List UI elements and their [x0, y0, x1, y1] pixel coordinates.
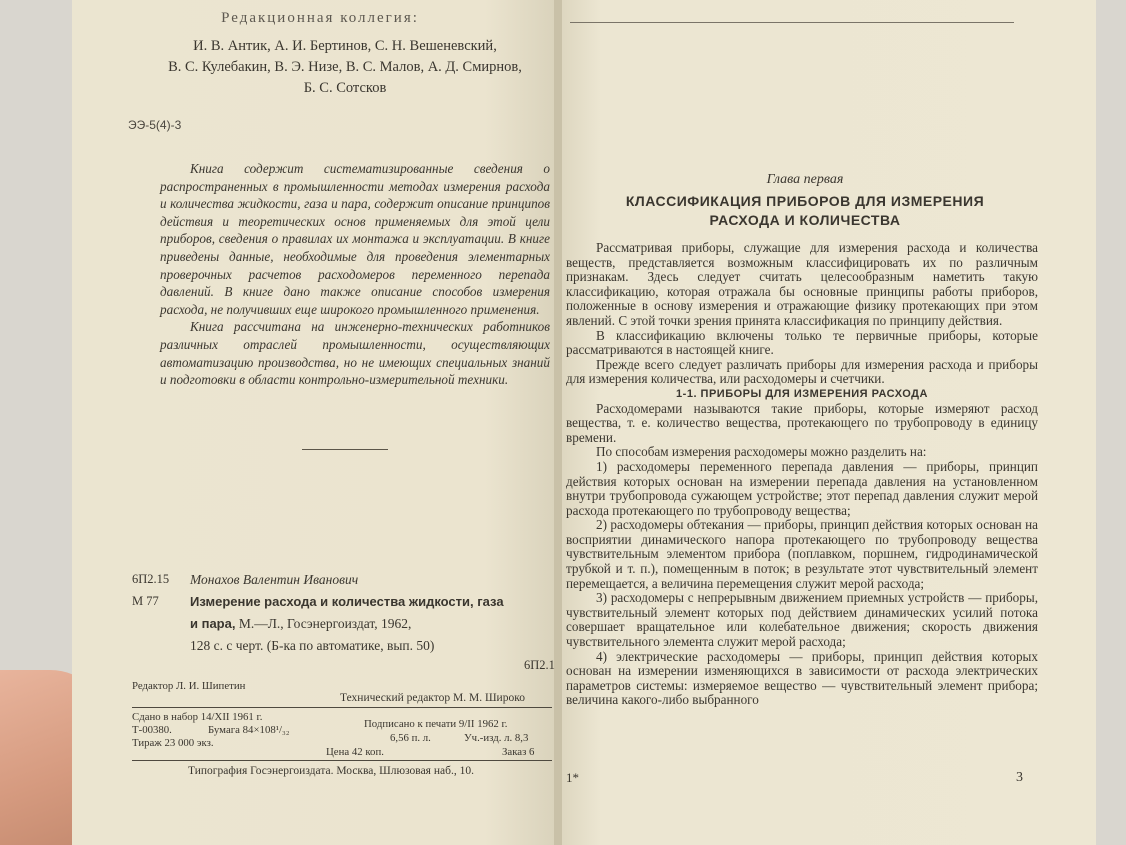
printing-house: Типография Госэнергоиздата. Москва, Шлюзовая наб., 10.: [188, 765, 474, 777]
imprint-rule: [132, 760, 552, 761]
editorial-board-names: [140, 36, 550, 99]
body-paragraph: Рассматривая приборы, служащие для измерения расхода и количества веществ, представляется возможным классифицировать их по различным признакам. Здесь следует считать целесообразным наметить такую классификацию, которая отражала бы основные принципы работы приборов, положенные в основу измерения и отражающие физику протекающих при этом явлений. С этой точки зрения принята классификация по принципу действия.: [566, 240, 1038, 328]
body-paragraph: По способам измерения расходомеры можно разделить на:: [596, 444, 927, 460]
tech-editor-line: Технический редактор М. М. Широко: [340, 692, 525, 704]
page-number: 3: [1016, 770, 1023, 785]
signed-for-print: Подписано к печати 9/II 1962 г.: [364, 718, 508, 730]
circulation: Тираж 23 000 экз.: [132, 737, 214, 749]
book-spine: [554, 0, 562, 845]
order-number: Заказ 6: [502, 746, 535, 758]
editorial-board-title: Редакционная коллегия:: [221, 10, 419, 26]
body-paragraph: Расходомерами называются такие приборы, которые измеряют расход вещества, т. е. количество вещества, протекающего по трубопроводу в единицу времени.: [566, 400, 1038, 445]
t-number: Т-00380.: [132, 724, 172, 736]
annotation-paragraph: Книга содержит систематизированные сведения о распространенных в промышленности методах измерения расхода и количества жидкости, газа и пара, содержит описание принципов действия и теоретических основ применяемых для этой цели приборов, сведения о правилах их монтажа и эксплуатации. В книге приведены данные, необходимые для проведения элементарных проверочных расчетов расходомеров переменного перепада давлений. В книге дано также описание способов измерения расхода, не получивших еще широкого промышленного применения.: [160, 161, 550, 317]
section-title: 1-1. ПРИБОРЫ ДЛЯ ИЗМЕРЕНИЯ РАСХОДА: [676, 387, 928, 400]
book-annotation: [160, 160, 550, 389]
print-sheets: 6,56 п. л.: [390, 732, 431, 744]
sent-to-set: Сдано в набор 14/XII 1961 г.: [132, 711, 263, 723]
publisher-sheets: Уч.-изд. л. 8,3: [464, 732, 529, 744]
classification-code: ЭЭ-5(4)-3: [128, 118, 182, 132]
udc-code: 6П2.15: [132, 572, 170, 586]
paper-format: Бумага 84×108¹/₃₂: [208, 724, 290, 736]
list-item: 4) электрические расходомеры — приборы, принцип действия которых основан на измерении изменяющихся в зависимости от расхода электрических параметров системы: измеряемое вещество — чувствительный элемент прибора; величина какого-либо выбранного: [566, 648, 1038, 708]
editorial-names-line: И. В. Антик, А. И. Бертинов, С. Н. Вешеневский,: [193, 38, 497, 54]
author-mark: М 77: [132, 594, 159, 608]
editorial-names-line: Б. С. Сотсков: [303, 80, 387, 96]
author-name: Монахов Валентин Иванович: [190, 572, 359, 587]
book-title-line: [190, 616, 411, 632]
signature-mark: 1*: [566, 770, 579, 785]
book-title-line: Измерение расхода и количества жидкости, газа: [190, 594, 504, 609]
header-rule: [570, 22, 1014, 23]
chapter-body: [566, 241, 1038, 708]
book-extent: 128 с. с черт. (Б-ка по автоматике, вып. 50): [190, 638, 435, 653]
chapter-label: Глава первая: [766, 172, 844, 187]
imprint-block: [132, 676, 552, 786]
book-title-end: и пара,: [190, 616, 236, 631]
chapter-title-line: РАСХОДА И КОЛИЧЕСТВА: [709, 212, 901, 228]
list-item: 2) расходомеры обтекания — приборы, принцип действия которых основан на восприятии динамического напора протекающего по трубопроводу вещества чувствительным элементом прибора (поплавком, поршнем, гидродинамической трубкой и т. п.), помещенным в поток; в результате этот чувствительный элемент перемещается, а величина перемещения служит мерой расхода;: [566, 517, 1038, 591]
price: Цена 42 коп.: [326, 746, 384, 758]
udc-repeat: 6П2.1: [524, 658, 555, 672]
chapter-title-line: КЛАССИФИКАЦИЯ ПРИБОРОВ ДЛЯ ИЗМЕРЕНИЯ: [625, 193, 985, 209]
annotation-paragraph: Книга рассчитана на инженерно-технических работников различных отраслей промышленности, осуществляющих автоматизацию производства, но не имеющих специальных знаний и подготовки в области контрольно-измерительной техники.: [160, 319, 550, 388]
divider: [302, 449, 388, 450]
body-paragraph: Прежде всего следует различать приборы для измерения расхода и приборы для измерения количества, или расходомеры и счетчики.: [566, 356, 1038, 387]
list-item: 3) расходомеры с непрерывным движением приемных устройств — приборы, чувствительный элемент которых под действием динамических усилий потока совершает вращательное или колебательное движения; скорость движения чувствительного элемента служит мерой расхода;: [566, 590, 1038, 650]
editor-line: Редактор Л. И. Шипетин: [132, 680, 246, 692]
body-paragraph: В классификацию включены только те первичные приборы, которые рассматриваются в настоящей книге.: [566, 327, 1038, 358]
publisher-info: М.—Л., Госэнергоиздат, 1962,: [235, 616, 412, 631]
list-item: 1) расходомеры переменного перепада давления — приборы, принцип действия которых основан на измерении перепада давления на установленном внутри трубопровода сужающем устройстве; этот перепад давления служит мерой расхода протекающего по трубопроводу вещества;: [566, 458, 1038, 518]
chapter-title: [570, 192, 1040, 230]
imprint-rule: [132, 707, 552, 708]
editorial-names-line: В. С. Кулебакин, В. Э. Низе, В. С. Малов, А. Д. Смирнов,: [168, 59, 522, 75]
